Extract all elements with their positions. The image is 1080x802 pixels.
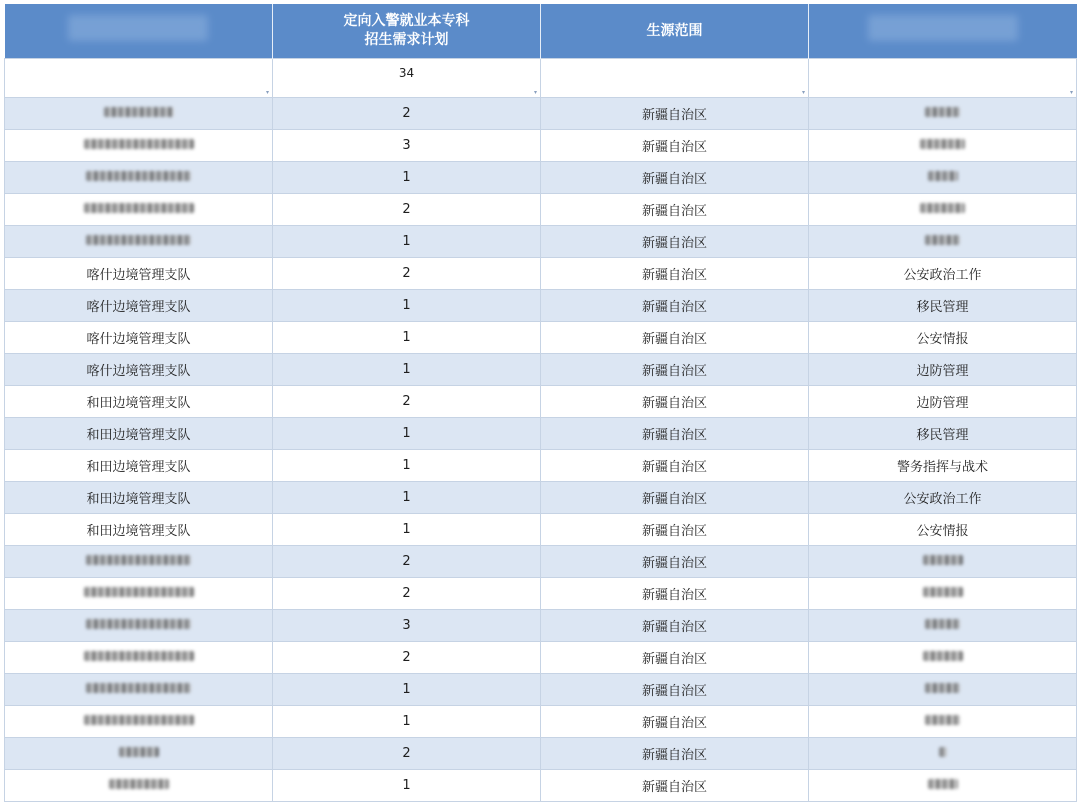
redacted-text bbox=[928, 171, 958, 181]
redacted-text bbox=[923, 555, 963, 565]
cell-unit[interactable] bbox=[5, 610, 273, 642]
total-plan-cell[interactable] bbox=[273, 59, 541, 98]
cell-source[interactable]: 新疆自治区 bbox=[541, 738, 809, 770]
cell-unit[interactable] bbox=[5, 98, 273, 130]
table-row bbox=[5, 258, 1077, 290]
cell-unit[interactable]: 喀什边境管理支队 bbox=[5, 354, 273, 386]
redacted-text bbox=[920, 203, 965, 213]
cell-major[interactable] bbox=[809, 578, 1077, 610]
header-plan-line2: 招生需求计划 bbox=[364, 32, 449, 48]
cell-plan[interactable]: 1 bbox=[273, 482, 541, 514]
table-row bbox=[5, 386, 1077, 418]
table-row bbox=[5, 706, 1077, 738]
cell-source[interactable]: 新疆自治区 bbox=[541, 354, 809, 386]
table-row bbox=[5, 674, 1077, 706]
redacted-text bbox=[925, 619, 960, 629]
cell-unit[interactable]: 和田边境管理支队 bbox=[5, 386, 273, 418]
cell-plan[interactable]: 2 bbox=[273, 98, 541, 130]
header-row bbox=[5, 4, 1077, 59]
filter-dropdown-icon[interactable]: ▾ bbox=[1069, 89, 1073, 96]
table-row bbox=[5, 290, 1077, 322]
cell-major[interactable]: 公安情报 bbox=[809, 514, 1077, 546]
redacted-text bbox=[86, 683, 191, 693]
cell-plan[interactable]: 2 bbox=[273, 642, 541, 674]
cell-plan[interactable]: 1 bbox=[273, 354, 541, 386]
cell-source[interactable]: 新疆自治区 bbox=[541, 610, 809, 642]
table-row bbox=[5, 738, 1077, 770]
total-major-cell[interactable] bbox=[809, 59, 1077, 98]
enrollment-plan-table bbox=[4, 4, 1077, 802]
cell-unit[interactable]: 和田边境管理支队 bbox=[5, 450, 273, 482]
cell-source[interactable]: 新疆自治区 bbox=[541, 418, 809, 450]
cell-plan[interactable]: 1 bbox=[273, 770, 541, 802]
cell-source[interactable]: 新疆自治区 bbox=[541, 98, 809, 130]
cell-major[interactable] bbox=[809, 194, 1077, 226]
cell-major[interactable] bbox=[809, 610, 1077, 642]
cell-plan[interactable]: 2 bbox=[273, 578, 541, 610]
filter-dropdown-icon[interactable]: ▾ bbox=[801, 89, 805, 96]
cell-unit[interactable] bbox=[5, 194, 273, 226]
redacted-text bbox=[86, 171, 191, 181]
header-source[interactable]: 生源范围 bbox=[541, 4, 809, 59]
table-row bbox=[5, 642, 1077, 674]
cell-plan[interactable]: 2 bbox=[273, 546, 541, 578]
cell-source[interactable]: 新疆自治区 bbox=[541, 322, 809, 354]
cell-plan[interactable]: 1 bbox=[273, 290, 541, 322]
cell-plan[interactable]: 1 bbox=[273, 674, 541, 706]
cell-unit[interactable]: 喀什边境管理支队 bbox=[5, 322, 273, 354]
cell-major[interactable] bbox=[809, 674, 1077, 706]
header-unit[interactable] bbox=[5, 4, 273, 59]
cell-major[interactable]: 边防管理 bbox=[809, 386, 1077, 418]
cell-major[interactable]: 移民管理 bbox=[809, 290, 1077, 322]
cell-source[interactable]: 新疆自治区 bbox=[541, 258, 809, 290]
cell-source[interactable]: 新疆自治区 bbox=[541, 386, 809, 418]
cell-plan[interactable]: 2 bbox=[273, 386, 541, 418]
table-row bbox=[5, 322, 1077, 354]
cell-major[interactable]: 公安情报 bbox=[809, 322, 1077, 354]
filter-dropdown-icon[interactable]: ▾ bbox=[265, 89, 269, 96]
redacted-text bbox=[925, 715, 960, 725]
redacted-text bbox=[925, 107, 960, 117]
header-plan-line1: 定向入警就业本专科 bbox=[343, 13, 470, 29]
cell-unit[interactable] bbox=[5, 546, 273, 578]
cell-major[interactable] bbox=[809, 226, 1077, 258]
cell-source[interactable]: 新疆自治区 bbox=[541, 770, 809, 802]
redacted-text bbox=[119, 747, 159, 757]
cell-plan[interactable]: 1 bbox=[273, 418, 541, 450]
redacted-text bbox=[928, 779, 958, 789]
total-unit-cell[interactable] bbox=[5, 59, 273, 98]
table-row bbox=[5, 162, 1077, 194]
cell-plan[interactable]: 1 bbox=[273, 162, 541, 194]
redacted-text bbox=[939, 747, 947, 757]
redacted-text bbox=[923, 587, 963, 597]
redacted-text bbox=[84, 203, 194, 213]
table-row bbox=[5, 418, 1077, 450]
table-row bbox=[5, 514, 1077, 546]
cell-unit[interactable] bbox=[5, 162, 273, 194]
filter-dropdown-icon[interactable]: ▾ bbox=[533, 89, 537, 96]
total-source-cell[interactable] bbox=[541, 59, 809, 98]
redacted-text bbox=[84, 139, 194, 149]
table-row bbox=[5, 546, 1077, 578]
cell-unit[interactable] bbox=[5, 578, 273, 610]
table-row bbox=[5, 354, 1077, 386]
cell-major[interactable] bbox=[809, 98, 1077, 130]
cell-plan[interactable]: 1 bbox=[273, 706, 541, 738]
cell-unit[interactable] bbox=[5, 226, 273, 258]
cell-major[interactable]: 公安政治工作 bbox=[809, 258, 1077, 290]
cell-major[interactable] bbox=[809, 546, 1077, 578]
redacted-text bbox=[925, 235, 960, 245]
redacted-header bbox=[68, 15, 208, 41]
header-plan[interactable] bbox=[273, 4, 541, 59]
total-plan-value: 34 bbox=[398, 66, 415, 80]
table-row bbox=[5, 610, 1077, 642]
cell-source[interactable]: 新疆自治区 bbox=[541, 162, 809, 194]
redacted-text bbox=[86, 235, 191, 245]
cell-major[interactable]: 移民管理 bbox=[809, 418, 1077, 450]
redacted-text bbox=[920, 139, 965, 149]
table-row bbox=[5, 130, 1077, 162]
redacted-text bbox=[84, 587, 194, 597]
cell-unit[interactable]: 和田边境管理支队 bbox=[5, 514, 273, 546]
redacted-text bbox=[109, 779, 169, 789]
table-row bbox=[5, 194, 1077, 226]
table-row bbox=[5, 450, 1077, 482]
cell-plan[interactable]: 1 bbox=[273, 450, 541, 482]
cell-plan[interactable]: 1 bbox=[273, 322, 541, 354]
cell-source[interactable]: 新疆自治区 bbox=[541, 706, 809, 738]
redacted-text bbox=[84, 715, 194, 725]
cell-plan[interactable]: 2 bbox=[273, 258, 541, 290]
cell-major[interactable] bbox=[809, 738, 1077, 770]
cell-plan[interactable]: 3 bbox=[273, 610, 541, 642]
cell-major[interactable]: 公安政治工作 bbox=[809, 482, 1077, 514]
redacted-text bbox=[925, 683, 960, 693]
total-row bbox=[5, 59, 1077, 98]
cell-source[interactable]: 新疆自治区 bbox=[541, 546, 809, 578]
redacted-text bbox=[923, 651, 963, 661]
cell-source[interactable]: 新疆自治区 bbox=[541, 578, 809, 610]
table-row bbox=[5, 578, 1077, 610]
cell-source[interactable]: 新疆自治区 bbox=[541, 482, 809, 514]
cell-major[interactable]: 边防管理 bbox=[809, 354, 1077, 386]
table-row bbox=[5, 482, 1077, 514]
redacted-text bbox=[86, 555, 191, 565]
cell-source[interactable]: 新疆自治区 bbox=[541, 642, 809, 674]
cell-plan[interactable]: 2 bbox=[273, 738, 541, 770]
cell-source[interactable]: 新疆自治区 bbox=[541, 194, 809, 226]
cell-source[interactable]: 新疆自治区 bbox=[541, 514, 809, 546]
cell-plan[interactable]: 3 bbox=[273, 130, 541, 162]
cell-unit[interactable]: 喀什边境管理支队 bbox=[5, 258, 273, 290]
cell-unit[interactable] bbox=[5, 674, 273, 706]
redacted-text bbox=[84, 651, 194, 661]
header-major[interactable] bbox=[809, 4, 1077, 59]
redacted-text bbox=[86, 619, 191, 629]
cell-plan[interactable]: 2 bbox=[273, 194, 541, 226]
cell-source[interactable]: 新疆自治区 bbox=[541, 226, 809, 258]
cell-source[interactable]: 新疆自治区 bbox=[541, 130, 809, 162]
cell-major[interactable] bbox=[809, 642, 1077, 674]
table-row bbox=[5, 770, 1077, 802]
cell-plan[interactable]: 1 bbox=[273, 514, 541, 546]
cell-source[interactable]: 新疆自治区 bbox=[541, 290, 809, 322]
cell-major[interactable] bbox=[809, 162, 1077, 194]
cell-major[interactable] bbox=[809, 706, 1077, 738]
cell-source[interactable]: 新疆自治区 bbox=[541, 674, 809, 706]
cell-major[interactable]: 警务指挥与战术 bbox=[809, 450, 1077, 482]
table-row bbox=[5, 98, 1077, 130]
cell-unit[interactable] bbox=[5, 770, 273, 802]
cell-unit[interactable] bbox=[5, 642, 273, 674]
cell-unit[interactable] bbox=[5, 738, 273, 770]
cell-source[interactable]: 新疆自治区 bbox=[541, 450, 809, 482]
redacted-header bbox=[868, 15, 1018, 41]
cell-unit[interactable]: 和田边境管理支队 bbox=[5, 482, 273, 514]
cell-major[interactable] bbox=[809, 130, 1077, 162]
cell-unit[interactable]: 喀什边境管理支队 bbox=[5, 290, 273, 322]
redacted-text bbox=[104, 107, 174, 117]
cell-plan[interactable]: 1 bbox=[273, 226, 541, 258]
cell-unit[interactable]: 和田边境管理支队 bbox=[5, 418, 273, 450]
cell-major[interactable] bbox=[809, 770, 1077, 802]
cell-unit[interactable] bbox=[5, 706, 273, 738]
table-row bbox=[5, 226, 1077, 258]
cell-unit[interactable] bbox=[5, 130, 273, 162]
